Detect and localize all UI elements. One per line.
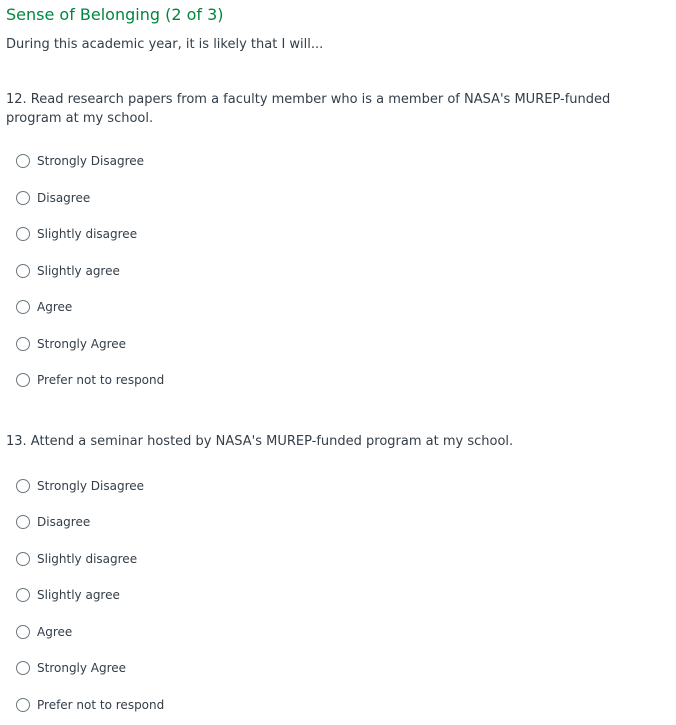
choice-strongly-agree[interactable] [16,334,126,354]
radio-button[interactable] [16,154,30,168]
choice-label: Prefer not to respond [37,698,165,712]
choice-label: Slightly disagree [37,227,138,241]
choice-label: Agree [37,300,73,314]
choice-label: Strongly Agree [37,337,127,351]
choice-label: Strongly Disagree [37,479,145,493]
choice-agree[interactable] [16,297,72,317]
choice-slightly-agree[interactable] [16,261,120,281]
choice-label: Prefer not to respond [37,373,165,387]
choice-label: Slightly agree [37,588,120,602]
choice-prefer-not-to-respond[interactable] [16,370,164,390]
choice-agree[interactable] [16,622,72,642]
choice-disagree[interactable] [16,188,90,208]
choice-slightly-agree[interactable] [16,585,120,605]
radio-button[interactable] [16,479,30,493]
choice-slightly-disagree[interactable] [16,224,137,244]
radio-button[interactable] [16,227,30,241]
radio-button[interactable] [16,515,30,529]
choice-label: Strongly Agree [37,661,127,675]
page-description: During this academic year, it is likely that I will... [6,37,324,52]
radio-button[interactable] [16,588,30,602]
radio-button[interactable] [16,661,30,675]
radio-button[interactable] [16,300,30,314]
choice-label: Disagree [37,515,91,529]
choice-prefer-not-to-respond[interactable] [16,695,164,715]
choice-label: Slightly agree [37,264,120,278]
choice-disagree[interactable] [16,512,90,532]
choice-strongly-agree[interactable] [16,658,126,678]
choice-label: Strongly Disagree [37,154,145,168]
radio-button[interactable] [16,552,30,566]
radio-button[interactable] [16,264,30,278]
choice-strongly-disagree[interactable] [16,476,144,496]
choice-label: Disagree [37,191,91,205]
page-title: Sense of Belonging (2 of 3) [6,5,224,24]
choice-label: Slightly disagree [37,552,138,566]
question-title: 12. Read research papers from a faculty member who is a member of NASA's MUREP-funded program at my school. [6,92,611,126]
radio-button[interactable] [16,373,30,387]
question-title: 13. Attend a seminar hosted by NASA's MUREP-funded program at my school. [6,434,514,449]
choice-strongly-disagree[interactable] [16,151,144,171]
radio-button[interactable] [16,191,30,205]
radio-button[interactable] [16,625,30,639]
radio-button[interactable] [16,698,30,712]
choice-slightly-disagree[interactable] [16,549,137,569]
radio-button[interactable] [16,337,30,351]
choice-label: Agree [37,625,73,639]
